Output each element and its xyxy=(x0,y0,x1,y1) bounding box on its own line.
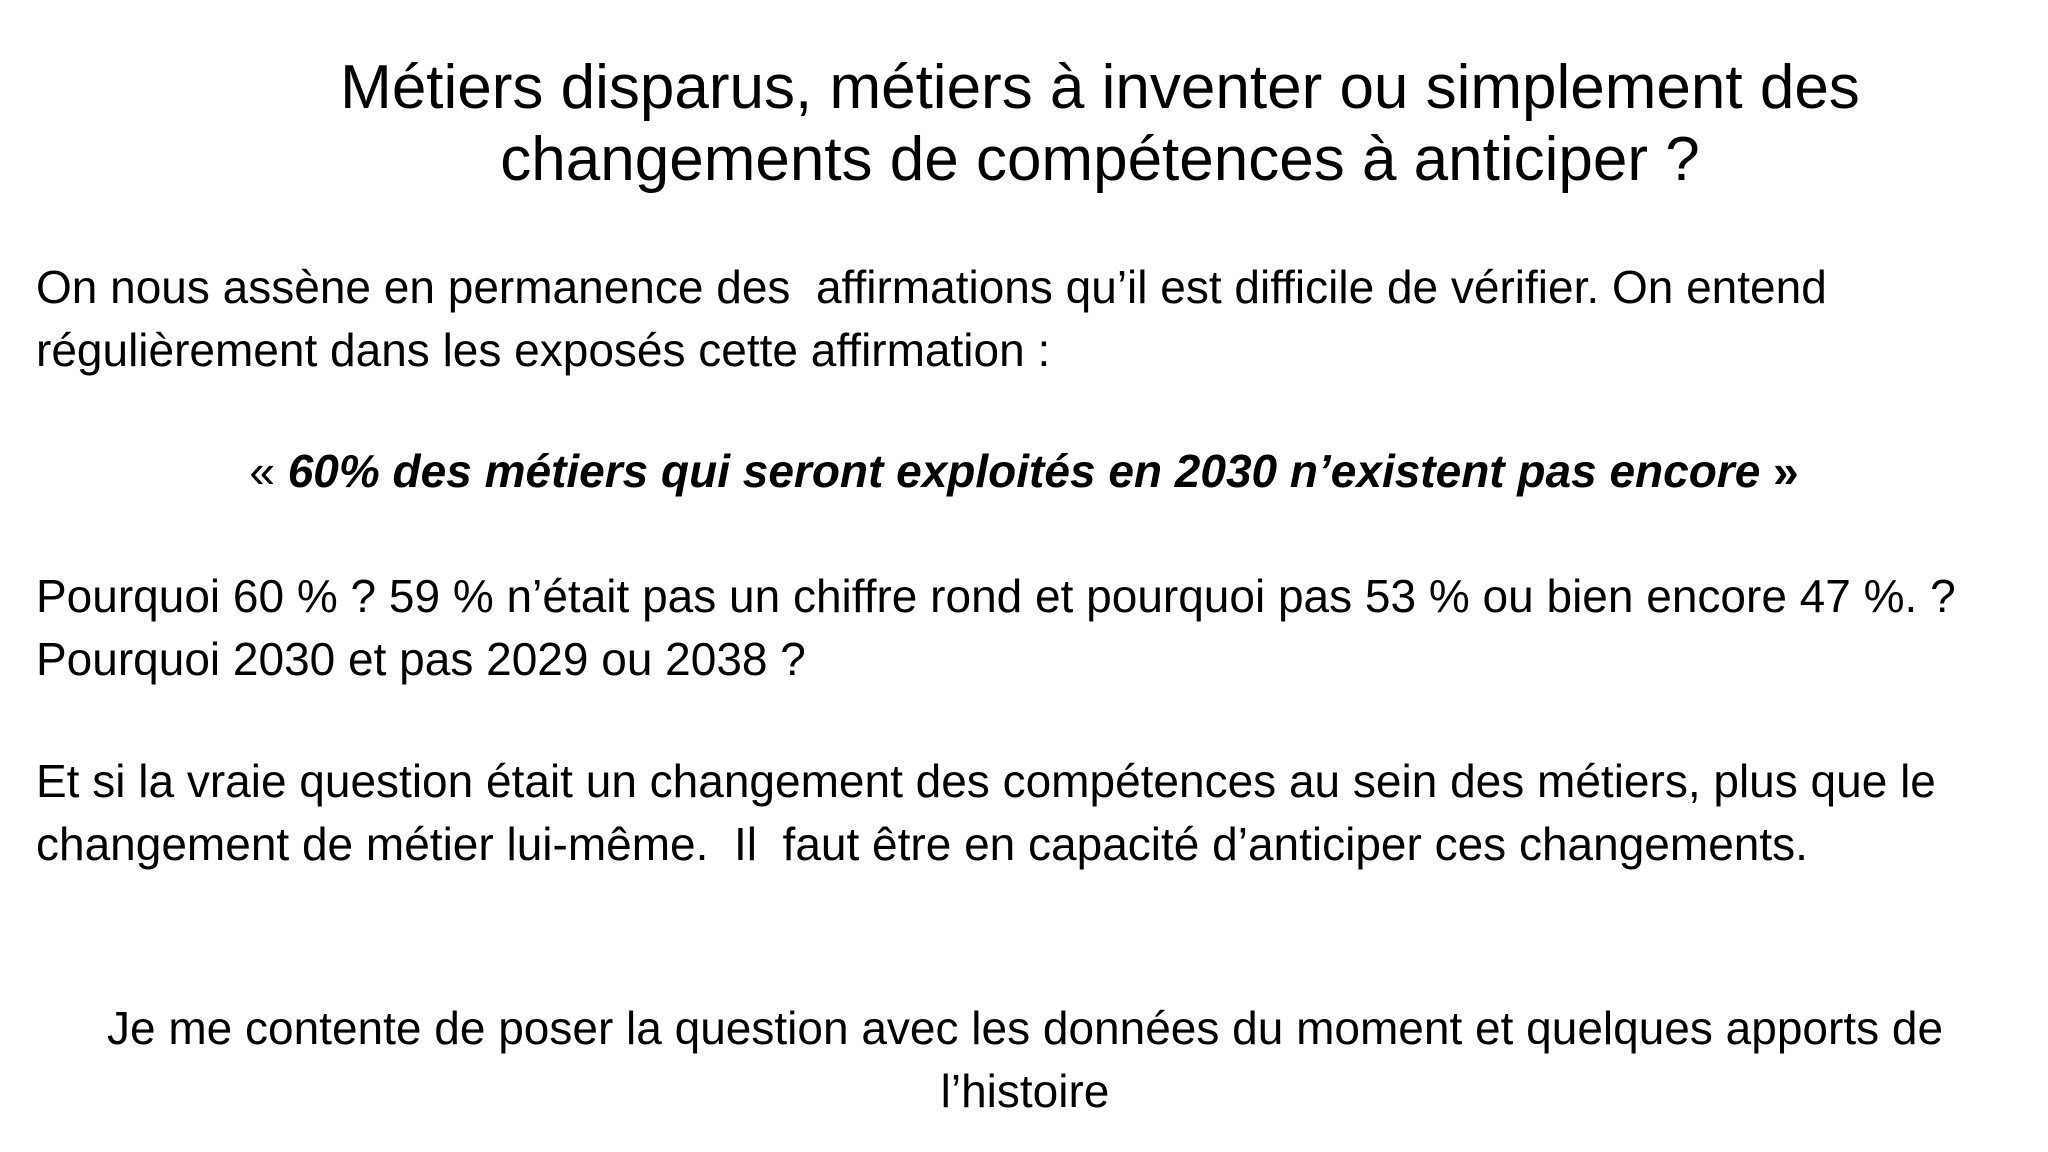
quote-open-mark: « xyxy=(249,445,288,497)
skills-paragraph: Et si la vraie question était un changement des compétences au sein des métiers, plus que le changement de métier lui-même. Il faut être en capacité d’anticiper ces changements. xyxy=(36,755,1949,870)
question-paragraph: Pourquoi 60 % ? 59 % n’était pas un chiffre rond et pourquoi pas 53 % ou bien encore 47 %. ? Pourquoi 2030 et pas 2029 ou 2038 ? xyxy=(36,570,1969,685)
quote-close-mark: » xyxy=(1760,445,1799,497)
intro-paragraph: On nous assène en permanence des affirmations qu’il est difficile de vérifier. On entend régulièrement dans les exposés cette affirmation : xyxy=(36,261,1840,376)
quote-text: 60% des métiers qui seront exploités en 2030 n’existent pas encore xyxy=(287,445,1761,497)
highlighted-quote xyxy=(0,440,2048,503)
slide-title: Métiers disparus, métiers à inventer ou simplement des changements de compétences à anticiper ? xyxy=(340,53,1860,194)
closing-paragraph: Je me contente de poser la question avec les données du moment et quelques apports de l’histoire xyxy=(106,1002,1956,1117)
